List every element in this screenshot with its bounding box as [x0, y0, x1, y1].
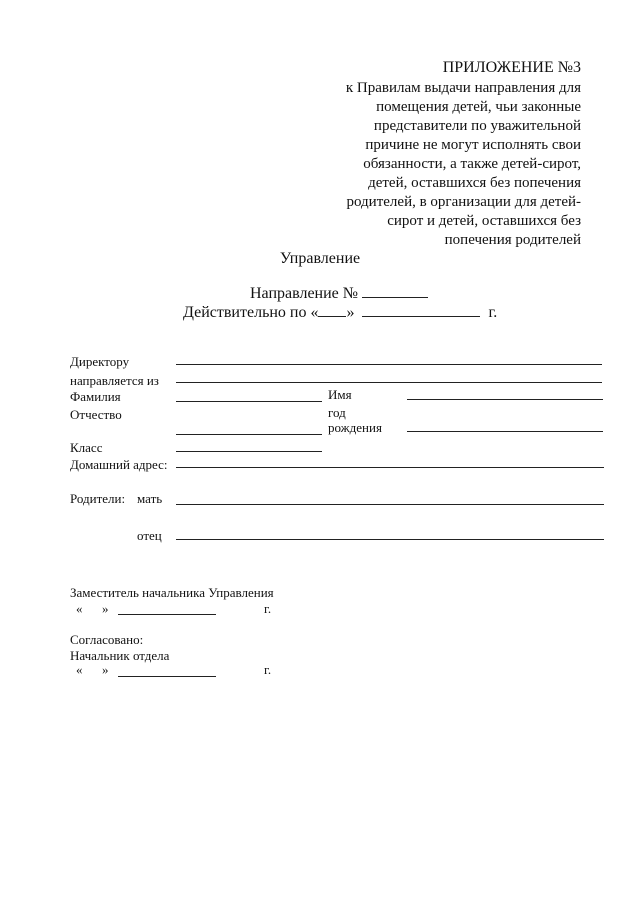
parents-label: Родители: [70, 491, 126, 506]
surname-label: Фамилия [70, 389, 121, 404]
direction-label: Направление № [250, 285, 359, 302]
birth-year-label-2: рождения [328, 420, 382, 435]
birth-year-field[interactable] [407, 431, 603, 432]
dept-head-date-close-quote: » [102, 662, 109, 677]
agreed-label: Согласовано: [70, 632, 144, 647]
valid-month-field[interactable] [362, 304, 480, 317]
deputy-date-open-quote: « [76, 601, 83, 616]
class-field[interactable] [176, 451, 322, 452]
appendix-line: помещения детей, чьи законные [376, 99, 581, 115]
father-field[interactable] [176, 539, 604, 540]
deputy-date-close-quote: » [102, 601, 109, 616]
surname-field[interactable] [176, 401, 322, 402]
class-label: Класс [70, 440, 103, 455]
appendix-line: родителей, в организации для детей- [346, 194, 581, 210]
father-label: отец [137, 528, 162, 543]
name-field[interactable] [407, 399, 603, 400]
appendix-line: детей, оставшихся без попечения [368, 175, 581, 191]
dept-head-year-suffix: г. [264, 662, 272, 677]
direction-number-row [250, 285, 428, 303]
valid-year-suffix: г. [488, 304, 498, 321]
mother-field[interactable] [176, 504, 604, 505]
appendix-line: попечения родителей [444, 232, 581, 248]
valid-prefix: Действительно по « [183, 304, 319, 321]
patronymic-label: Отчество [70, 407, 122, 422]
patronymic-field[interactable] [176, 434, 322, 435]
deputy-label: Заместитель начальника Управления [70, 585, 274, 600]
deputy-date-field[interactable] [118, 614, 216, 615]
birth-year-label-1: год [328, 405, 346, 420]
appendix-line: к Правилам выдачи направления для [345, 80, 581, 96]
valid-until-row [183, 304, 497, 322]
appendix-title: ПРИЛОЖЕНИЕ №3 [442, 59, 581, 76]
appendix-line: сирот и детей, оставшихся без [387, 213, 581, 229]
sent-from-field[interactable] [176, 382, 602, 383]
appendix-line: обязанности, а также детей-сирот, [363, 156, 581, 172]
director-label: Директору [70, 354, 130, 369]
appendix-block [300, 58, 581, 250]
mother-label: мать [137, 491, 163, 506]
deputy-year-suffix: г. [264, 601, 272, 616]
address-label: Домашний адрес: [70, 457, 168, 472]
appendix-line: причине не могут исполнять свои [365, 137, 581, 153]
dept-head-date-field[interactable] [118, 676, 216, 677]
dept-head-date-open-quote: « [76, 662, 83, 677]
address-field[interactable] [176, 467, 604, 468]
dept-head-label: Начальник отдела [70, 648, 170, 663]
name-label: Имя [328, 387, 352, 402]
director-field[interactable] [176, 364, 602, 365]
appendix-line: представители по уважительной [373, 118, 581, 134]
sent-from-label: направляется из [70, 373, 159, 388]
valid-day-field[interactable] [318, 304, 346, 317]
direction-number-field[interactable] [362, 285, 428, 298]
department-title: Управление [279, 250, 361, 267]
valid-mid: » [346, 304, 355, 321]
